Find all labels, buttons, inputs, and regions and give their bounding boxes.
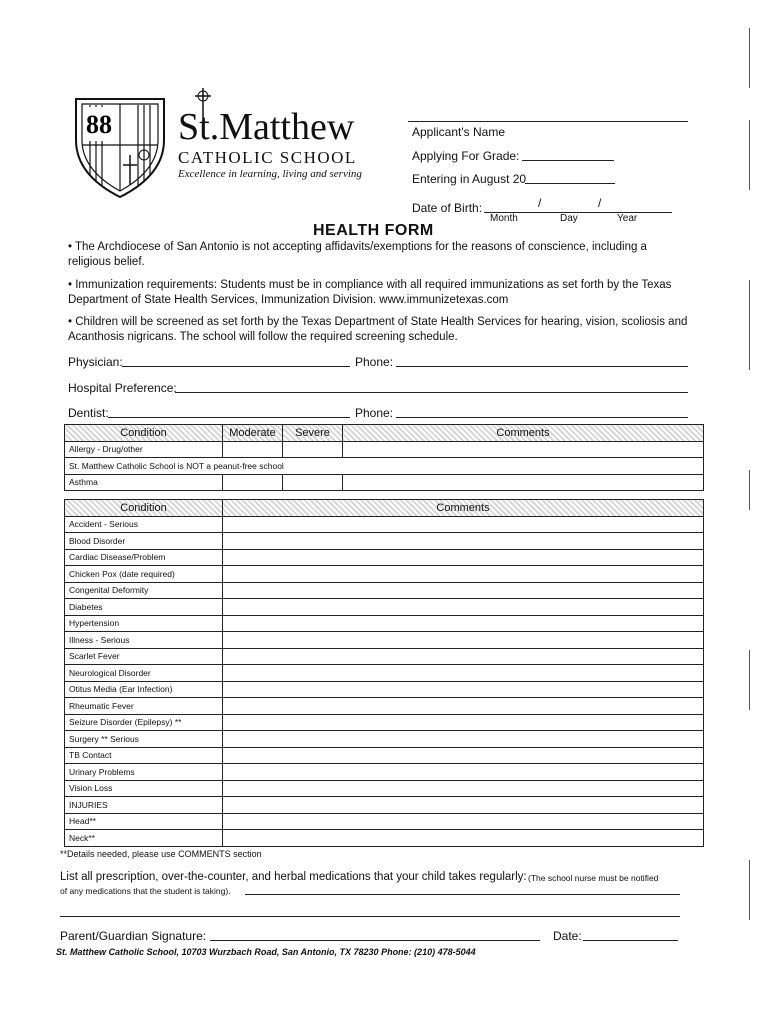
table-row — [65, 780, 704, 797]
condition-asthma: Asthma — [65, 474, 223, 491]
medications-label: List all prescription, over-the-counter, and herbal medications that your child takes regularly: — [60, 871, 527, 883]
moderate-cell[interactable] — [223, 474, 283, 491]
table-row — [65, 665, 704, 682]
condition-label: Congenital Deformity — [65, 582, 223, 599]
hospital-field[interactable] — [175, 392, 688, 393]
school-crest-icon — [70, 95, 170, 200]
comments-cell[interactable] — [223, 698, 704, 715]
condition-label: Hypertension — [65, 615, 223, 632]
medications-field-2[interactable] — [60, 916, 680, 917]
school-type: CATHOLIC SCHOOL — [178, 148, 357, 167]
date-field[interactable] — [583, 940, 678, 941]
comments-cell[interactable] — [223, 615, 704, 632]
physician-label: Physician: — [68, 355, 123, 369]
condition-label: Vision Loss — [65, 780, 223, 797]
table-row — [65, 681, 704, 698]
comments-cell[interactable] — [223, 731, 704, 748]
physician-field[interactable] — [122, 366, 350, 367]
peanut-note: St. Matthew Catholic School is NOT a peanut-free school — [65, 458, 704, 475]
table-row — [65, 698, 704, 715]
condition-label: Cardiac Disease/Problem — [65, 549, 223, 566]
table-row — [65, 516, 704, 533]
condition-label: Blood Disorder — [65, 533, 223, 550]
comments-cell[interactable] — [223, 582, 704, 599]
comments-cell[interactable] — [223, 599, 704, 616]
comments-cell[interactable] — [223, 665, 704, 682]
medications-field[interactable] — [245, 894, 680, 895]
comments-cell[interactable] — [223, 681, 704, 698]
comments-cell[interactable] — [343, 441, 704, 458]
comments-cell[interactable] — [223, 533, 704, 550]
moderate-cell[interactable] — [223, 441, 283, 458]
applicant-name-label: Applicant's Name — [412, 125, 505, 139]
comments-cell[interactable] — [223, 830, 704, 847]
signature-label: Parent/Guardian Signature: — [60, 929, 207, 943]
dentist-label: Dentist: — [68, 406, 109, 420]
dentist-phone-field[interactable] — [396, 417, 688, 418]
severe-cell[interactable] — [283, 441, 343, 458]
comments-cell[interactable] — [223, 648, 704, 665]
comments-cell[interactable] — [223, 549, 704, 566]
condition-label: Diabetes — [65, 599, 223, 616]
condition-label: Scarlet Fever — [65, 648, 223, 665]
conditions-table-header — [65, 500, 704, 517]
allergy-table-header — [65, 425, 704, 442]
comments-cell[interactable] — [223, 714, 704, 731]
school-name: St.Matthew — [178, 106, 355, 148]
table-row — [65, 648, 704, 665]
table-row — [65, 549, 704, 566]
comments-cell[interactable] — [223, 813, 704, 830]
condition-label: Head** — [65, 813, 223, 830]
comments-cell[interactable] — [223, 747, 704, 764]
condition-label: TB Contact — [65, 747, 223, 764]
note-conscience: • The Archdiocese of San Antonio is not accepting affidavits/exemptions for the reasons of conscience, including a religious belief. — [68, 241, 647, 268]
condition-label: Illness - Serious — [65, 632, 223, 649]
details-note: **Details needed, please use COMMENTS section — [60, 849, 262, 859]
header-severe: Severe — [283, 425, 343, 442]
conditions-table — [64, 499, 704, 847]
signature-field[interactable] — [210, 940, 540, 941]
table-row — [65, 582, 704, 599]
date-label: Date: — [553, 929, 582, 943]
dob-slash-2: / — [598, 196, 602, 210]
table-row — [65, 566, 704, 583]
note-screening: • Children will be screened as set forth by the Texas Department of State Health Services for hearing, vision, scoliosis and Acanthosis nigricans. The school will follow the required screening schedule. — [68, 316, 688, 343]
comments-cell[interactable] — [223, 780, 704, 797]
entering-label: Entering in August 20 — [412, 172, 527, 186]
table-row — [65, 797, 704, 814]
footer-address: St. Matthew Catholic School, 10703 Wurzbach Road, San Antonio, TX 78230 Phone: (210) 478-5044 — [56, 947, 476, 957]
condition-label: Otitus Media (Ear Infection) — [65, 681, 223, 698]
applicant-name-line[interactable] — [408, 121, 688, 122]
table-row — [65, 458, 704, 475]
table-row — [65, 714, 704, 731]
table-row — [65, 830, 704, 847]
dob-year-label: Year — [617, 213, 638, 224]
header-condition: Condition — [65, 500, 223, 517]
table-row — [65, 764, 704, 781]
condition-label: Rheumatic Fever — [65, 698, 223, 715]
condition-label: Accident - Serious — [65, 516, 223, 533]
grade-field[interactable] — [522, 160, 614, 161]
table-row — [65, 632, 704, 649]
comments-cell[interactable] — [223, 632, 704, 649]
comments-cell[interactable] — [343, 474, 704, 491]
condition-label: Urinary Problems — [65, 764, 223, 781]
svg-text:88: 88 — [86, 110, 112, 139]
dob-slash-1: / — [538, 196, 542, 210]
condition-label: Neurological Disorder — [65, 665, 223, 682]
table-row — [65, 474, 704, 491]
condition-label: Chicken Pox (date required) — [65, 566, 223, 583]
medications-note-b: of any medications that the student is taking). — [60, 886, 231, 896]
allergy-table — [64, 424, 704, 491]
condition-label: Neck** — [65, 830, 223, 847]
hospital-label: Hospital Preference: — [68, 381, 177, 395]
table-row — [65, 747, 704, 764]
table-row — [65, 615, 704, 632]
comments-cell[interactable] — [223, 764, 704, 781]
header-condition: Condition — [65, 425, 223, 442]
note-immunization: • Immunization requirements: Students must be in compliance with all required immunizations as set forth by the Texas Department of State Health Services, Immunization Division. www.immunizetexas.com — [68, 279, 672, 306]
condition-allergy: Allergy - Drug/other — [65, 441, 223, 458]
grade-label: Applying For Grade: — [412, 149, 520, 163]
condition-label: INJURIES — [65, 797, 223, 814]
condition-label: Surgery ** Serious — [65, 731, 223, 748]
comments-cell[interactable] — [223, 516, 704, 533]
comments-cell[interactable] — [223, 797, 704, 814]
dob-day-label: Day — [560, 213, 578, 224]
dentist-field[interactable] — [108, 417, 350, 418]
physician-phone-field[interactable] — [396, 366, 688, 367]
header-comments: Comments — [223, 500, 704, 517]
table-row — [65, 731, 704, 748]
table-row — [65, 533, 704, 550]
table-row — [65, 441, 704, 458]
physician-phone-label: Phone: — [355, 355, 394, 369]
dob-label: Date of Birth: — [412, 201, 483, 215]
entering-year-field[interactable] — [525, 183, 615, 184]
table-row — [65, 599, 704, 616]
header-comments: Comments — [343, 425, 704, 442]
medications-note-a: (The school nurse must be notified — [528, 873, 659, 883]
comments-cell[interactable] — [223, 566, 704, 583]
severe-cell[interactable] — [283, 474, 343, 491]
table-row — [65, 813, 704, 830]
form-title: HEALTH FORM — [313, 222, 434, 239]
header-moderate: Moderate — [223, 425, 283, 442]
dob-month-label: Month — [490, 213, 518, 224]
condition-label: Seizure Disorder (Epilepsy) ** — [65, 714, 223, 731]
dentist-phone-label: Phone: — [355, 406, 394, 420]
school-motto: Excellence in learning, living and serving — [178, 168, 362, 180]
